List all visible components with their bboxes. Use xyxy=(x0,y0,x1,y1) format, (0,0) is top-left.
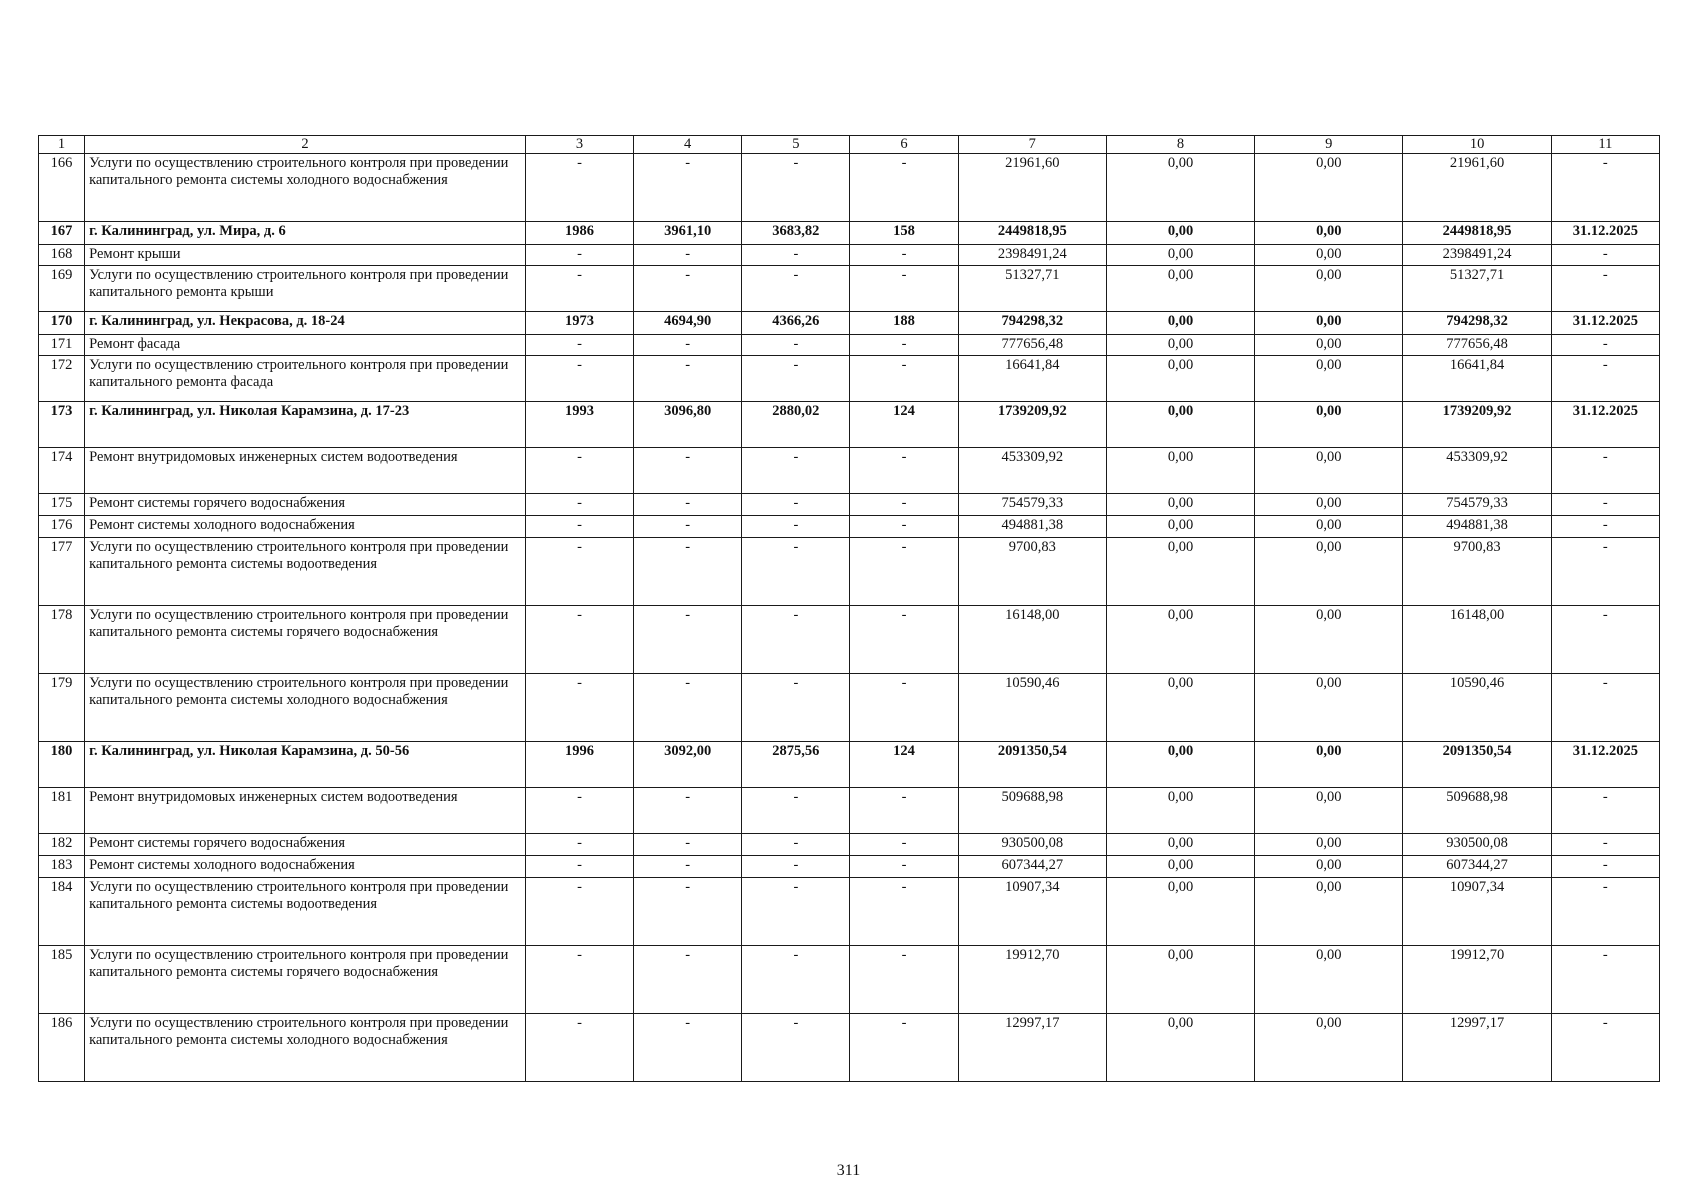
cell-col-8: 0,00 xyxy=(1106,222,1254,245)
column-header: 1 xyxy=(39,136,85,154)
cell-col-6: - xyxy=(850,606,958,674)
item-name: Ремонт фасада xyxy=(85,335,526,356)
cell-col-10: 509688,98 xyxy=(1403,788,1551,834)
column-header: 5 xyxy=(742,136,850,154)
row-number: 172 xyxy=(39,356,85,402)
cell-col-4: - xyxy=(634,1014,742,1082)
table-row xyxy=(39,674,1660,742)
cell-col-11: - xyxy=(1551,946,1659,1014)
cell-col-6: - xyxy=(850,674,958,742)
column-header: 11 xyxy=(1551,136,1659,154)
cell-col-11: 31.12.2025 xyxy=(1551,312,1659,335)
cell-col-9: 0,00 xyxy=(1255,834,1403,856)
cell-col-9: 0,00 xyxy=(1255,674,1403,742)
column-header: 7 xyxy=(958,136,1106,154)
column-number-row xyxy=(39,136,1660,154)
row-number: 170 xyxy=(39,312,85,335)
table-row xyxy=(39,266,1660,312)
cell-col-4: - xyxy=(634,946,742,1014)
cell-col-4: - xyxy=(634,494,742,516)
cell-col-4: - xyxy=(634,788,742,834)
cell-col-5: - xyxy=(742,834,850,856)
row-number: 166 xyxy=(39,154,85,222)
cell-col-3: - xyxy=(525,448,633,494)
cell-col-3: - xyxy=(525,878,633,946)
item-name: Ремонт системы холодного водоснабжения xyxy=(85,856,526,878)
row-number: 173 xyxy=(39,402,85,448)
cell-col-4: - xyxy=(634,856,742,878)
cell-col-3: - xyxy=(525,538,633,606)
cell-col-10: 10590,46 xyxy=(1403,674,1551,742)
row-number: 182 xyxy=(39,834,85,856)
cell-col-11: - xyxy=(1551,266,1659,312)
cell-col-8: 0,00 xyxy=(1106,516,1254,538)
cell-col-3: - xyxy=(525,356,633,402)
cell-col-10: 2398491,24 xyxy=(1403,245,1551,266)
item-name: Услуги по осуществлению строительного контроля при проведении капитального ремонта системы горячего водоснабжения xyxy=(85,946,526,1014)
cell-col-9: 0,00 xyxy=(1255,946,1403,1014)
cell-col-7: 494881,38 xyxy=(958,516,1106,538)
cell-col-4: - xyxy=(634,448,742,494)
table-row xyxy=(39,834,1660,856)
cell-col-9: 0,00 xyxy=(1255,154,1403,222)
cell-col-7: 16148,00 xyxy=(958,606,1106,674)
table-row xyxy=(39,222,1660,245)
cell-col-5: - xyxy=(742,448,850,494)
cell-col-11: - xyxy=(1551,834,1659,856)
cell-col-9: 0,00 xyxy=(1255,402,1403,448)
cell-col-4: 4694,90 xyxy=(634,312,742,335)
cell-col-9: 0,00 xyxy=(1255,266,1403,312)
item-name: г. Калининград, ул. Николая Карамзина, д. 50-56 xyxy=(85,742,526,788)
cell-col-3: 1973 xyxy=(525,312,633,335)
cell-col-5: - xyxy=(742,856,850,878)
item-name: Услуги по осуществлению строительного контроля при проведении капитального ремонта системы холодного водоснабжения xyxy=(85,154,526,222)
cell-col-5: - xyxy=(742,154,850,222)
cell-col-3: - xyxy=(525,674,633,742)
cell-col-7: 453309,92 xyxy=(958,448,1106,494)
column-header: 6 xyxy=(850,136,958,154)
cell-col-3: - xyxy=(525,606,633,674)
cell-col-6: - xyxy=(850,448,958,494)
cell-col-3: - xyxy=(525,856,633,878)
row-number: 171 xyxy=(39,335,85,356)
cell-col-11: - xyxy=(1551,245,1659,266)
cell-col-8: 0,00 xyxy=(1106,312,1254,335)
cell-col-10: 12997,17 xyxy=(1403,1014,1551,1082)
cell-col-11: - xyxy=(1551,538,1659,606)
cell-col-6: - xyxy=(850,1014,958,1082)
row-number: 168 xyxy=(39,245,85,266)
item-name: Ремонт внутридомовых инженерных систем водоотведения xyxy=(85,788,526,834)
cell-col-5: 2875,56 xyxy=(742,742,850,788)
cell-col-10: 607344,27 xyxy=(1403,856,1551,878)
table-row xyxy=(39,494,1660,516)
cell-col-9: 0,00 xyxy=(1255,788,1403,834)
item-name: Услуги по осуществлению строительного контроля при проведении капитального ремонта крыши xyxy=(85,266,526,312)
cell-col-6: - xyxy=(850,335,958,356)
cell-col-6: - xyxy=(850,788,958,834)
cell-col-8: 0,00 xyxy=(1106,606,1254,674)
cell-col-4: - xyxy=(634,245,742,266)
cell-col-7: 12997,17 xyxy=(958,1014,1106,1082)
cell-col-6: - xyxy=(850,878,958,946)
cell-col-6: - xyxy=(850,946,958,1014)
cell-col-3: - xyxy=(525,266,633,312)
table-row xyxy=(39,606,1660,674)
cell-col-5: - xyxy=(742,266,850,312)
cell-col-8: 0,00 xyxy=(1106,335,1254,356)
cell-col-7: 10590,46 xyxy=(958,674,1106,742)
cell-col-9: 0,00 xyxy=(1255,448,1403,494)
cell-col-5: - xyxy=(742,356,850,402)
cell-col-6: - xyxy=(850,856,958,878)
table-row xyxy=(39,538,1660,606)
item-name: Услуги по осуществлению строительного контроля при проведении капитального ремонта системы водоотведения xyxy=(85,538,526,606)
cell-col-3: - xyxy=(525,788,633,834)
row-number: 181 xyxy=(39,788,85,834)
cell-col-10: 19912,70 xyxy=(1403,946,1551,1014)
cell-col-7: 1739209,92 xyxy=(958,402,1106,448)
cell-col-10: 930500,08 xyxy=(1403,834,1551,856)
item-name: Услуги по осуществлению строительного контроля при проведении капитального ремонта системы холодного водоснабжения xyxy=(85,1014,526,1082)
table-row xyxy=(39,154,1660,222)
cell-col-11: - xyxy=(1551,856,1659,878)
cell-col-4: - xyxy=(634,335,742,356)
table-row xyxy=(39,245,1660,266)
cell-col-9: 0,00 xyxy=(1255,1014,1403,1082)
cell-col-3: 1993 xyxy=(525,402,633,448)
cell-col-3: 1996 xyxy=(525,742,633,788)
row-number: 184 xyxy=(39,878,85,946)
row-number: 183 xyxy=(39,856,85,878)
page-number: 311 xyxy=(836,1162,861,1179)
column-header: 3 xyxy=(525,136,633,154)
row-number: 185 xyxy=(39,946,85,1014)
cell-col-4: - xyxy=(634,266,742,312)
cell-col-7: 2398491,24 xyxy=(958,245,1106,266)
cell-col-7: 509688,98 xyxy=(958,788,1106,834)
cell-col-7: 16641,84 xyxy=(958,356,1106,402)
cell-col-8: 0,00 xyxy=(1106,245,1254,266)
cell-col-9: 0,00 xyxy=(1255,742,1403,788)
row-number: 180 xyxy=(39,742,85,788)
cell-col-11: - xyxy=(1551,448,1659,494)
cell-col-4: - xyxy=(634,356,742,402)
cell-col-10: 10907,34 xyxy=(1403,878,1551,946)
cell-col-4: - xyxy=(634,516,742,538)
cell-col-9: 0,00 xyxy=(1255,516,1403,538)
cell-col-9: 0,00 xyxy=(1255,856,1403,878)
cell-col-5: 4366,26 xyxy=(742,312,850,335)
cell-col-4: 3961,10 xyxy=(634,222,742,245)
table-row xyxy=(39,856,1660,878)
cell-col-7: 2091350,54 xyxy=(958,742,1106,788)
cell-col-5: - xyxy=(742,878,850,946)
cell-col-6: - xyxy=(850,538,958,606)
cell-col-8: 0,00 xyxy=(1106,674,1254,742)
cell-col-7: 9700,83 xyxy=(958,538,1106,606)
cell-col-6: - xyxy=(850,245,958,266)
cell-col-5: - xyxy=(742,245,850,266)
cell-col-9: 0,00 xyxy=(1255,606,1403,674)
cell-col-6: 124 xyxy=(850,742,958,788)
cell-col-9: 0,00 xyxy=(1255,312,1403,335)
cell-col-4: 3092,00 xyxy=(634,742,742,788)
cell-col-6: - xyxy=(850,516,958,538)
cell-col-8: 0,00 xyxy=(1106,402,1254,448)
cell-col-7: 19912,70 xyxy=(958,946,1106,1014)
cell-col-7: 607344,27 xyxy=(958,856,1106,878)
cell-col-10: 21961,60 xyxy=(1403,154,1551,222)
cell-col-5: 2880,02 xyxy=(742,402,850,448)
cell-col-8: 0,00 xyxy=(1106,356,1254,402)
cell-col-11: - xyxy=(1551,1014,1659,1082)
cell-col-6: - xyxy=(850,356,958,402)
row-number: 179 xyxy=(39,674,85,742)
column-header: 9 xyxy=(1255,136,1403,154)
cell-col-8: 0,00 xyxy=(1106,266,1254,312)
cell-col-5: - xyxy=(742,788,850,834)
cell-col-7: 2449818,95 xyxy=(958,222,1106,245)
column-header: 10 xyxy=(1403,136,1551,154)
cell-col-8: 0,00 xyxy=(1106,154,1254,222)
table-row xyxy=(39,742,1660,788)
cell-col-6: - xyxy=(850,154,958,222)
cell-col-3: - xyxy=(525,1014,633,1082)
cell-col-3: - xyxy=(525,494,633,516)
cell-col-11: - xyxy=(1551,788,1659,834)
cell-col-10: 777656,48 xyxy=(1403,335,1551,356)
cell-col-10: 9700,83 xyxy=(1403,538,1551,606)
cell-col-5: - xyxy=(742,674,850,742)
cell-col-4: - xyxy=(634,154,742,222)
cell-col-6: 188 xyxy=(850,312,958,335)
item-name: Услуги по осуществлению строительного контроля при проведении капитального ремонта системы горячего водоснабжения xyxy=(85,606,526,674)
cell-col-9: 0,00 xyxy=(1255,538,1403,606)
cell-col-8: 0,00 xyxy=(1106,448,1254,494)
cell-col-11: - xyxy=(1551,335,1659,356)
cell-col-3: - xyxy=(525,245,633,266)
cell-col-10: 2449818,95 xyxy=(1403,222,1551,245)
cell-col-5: 3683,82 xyxy=(742,222,850,245)
cell-col-11: - xyxy=(1551,516,1659,538)
cell-col-11: - xyxy=(1551,674,1659,742)
cell-col-9: 0,00 xyxy=(1255,245,1403,266)
row-number: 175 xyxy=(39,494,85,516)
cell-col-7: 777656,48 xyxy=(958,335,1106,356)
cell-col-4: - xyxy=(634,834,742,856)
cell-col-7: 794298,32 xyxy=(958,312,1106,335)
cell-col-11: - xyxy=(1551,494,1659,516)
table-row xyxy=(39,312,1660,335)
item-name: Услуги по осуществлению строительного контроля при проведении капитального ремонта фасада xyxy=(85,356,526,402)
cell-col-5: - xyxy=(742,335,850,356)
table-row xyxy=(39,1014,1660,1082)
cell-col-11: - xyxy=(1551,606,1659,674)
item-name: г. Калининград, ул. Николая Карамзина, д. 17-23 xyxy=(85,402,526,448)
item-name: Ремонт системы холодного водоснабжения xyxy=(85,516,526,538)
cell-col-10: 51327,71 xyxy=(1403,266,1551,312)
cell-col-3: - xyxy=(525,834,633,856)
table-row xyxy=(39,448,1660,494)
repair-schedule-table xyxy=(38,135,1660,1082)
cell-col-4: - xyxy=(634,538,742,606)
cell-col-10: 16641,84 xyxy=(1403,356,1551,402)
cell-col-10: 16148,00 xyxy=(1403,606,1551,674)
cell-col-4: - xyxy=(634,674,742,742)
cell-col-11: 31.12.2025 xyxy=(1551,222,1659,245)
cell-col-3: 1986 xyxy=(525,222,633,245)
cell-col-9: 0,00 xyxy=(1255,494,1403,516)
cell-col-6: - xyxy=(850,494,958,516)
cell-col-8: 0,00 xyxy=(1106,742,1254,788)
table-row xyxy=(39,402,1660,448)
cell-col-9: 0,00 xyxy=(1255,335,1403,356)
cell-col-8: 0,00 xyxy=(1106,538,1254,606)
cell-col-4: 3096,80 xyxy=(634,402,742,448)
column-header: 4 xyxy=(634,136,742,154)
row-number: 174 xyxy=(39,448,85,494)
cell-col-5: - xyxy=(742,946,850,1014)
cell-col-11: - xyxy=(1551,356,1659,402)
cell-col-7: 930500,08 xyxy=(958,834,1106,856)
cell-col-10: 1739209,92 xyxy=(1403,402,1551,448)
cell-col-5: - xyxy=(742,538,850,606)
item-name: Ремонт внутридомовых инженерных систем водоотведения xyxy=(85,448,526,494)
cell-col-11: - xyxy=(1551,154,1659,222)
table-row xyxy=(39,335,1660,356)
cell-col-7: 21961,60 xyxy=(958,154,1106,222)
cell-col-6: 124 xyxy=(850,402,958,448)
item-name: Ремонт системы горячего водоснабжения xyxy=(85,834,526,856)
cell-col-7: 10907,34 xyxy=(958,878,1106,946)
cell-col-6: - xyxy=(850,834,958,856)
cell-col-10: 754579,33 xyxy=(1403,494,1551,516)
cell-col-7: 754579,33 xyxy=(958,494,1106,516)
cell-col-4: - xyxy=(634,606,742,674)
cell-col-8: 0,00 xyxy=(1106,946,1254,1014)
row-number: 169 xyxy=(39,266,85,312)
cell-col-3: - xyxy=(525,335,633,356)
cell-col-5: - xyxy=(742,516,850,538)
cell-col-8: 0,00 xyxy=(1106,834,1254,856)
item-name: Ремонт крыши xyxy=(85,245,526,266)
cell-col-11: 31.12.2025 xyxy=(1551,742,1659,788)
cell-col-10: 794298,32 xyxy=(1403,312,1551,335)
cell-col-8: 0,00 xyxy=(1106,1014,1254,1082)
cell-col-8: 0,00 xyxy=(1106,494,1254,516)
item-name: Услуги по осуществлению строительного контроля при проведении капитального ремонта системы холодного водоснабжения xyxy=(85,674,526,742)
row-number: 167 xyxy=(39,222,85,245)
cell-col-3: - xyxy=(525,154,633,222)
item-name: г. Калининград, ул. Некрасова, д. 18-24 xyxy=(85,312,526,335)
cell-col-8: 0,00 xyxy=(1106,856,1254,878)
cell-col-4: - xyxy=(634,878,742,946)
cell-col-9: 0,00 xyxy=(1255,356,1403,402)
row-number: 186 xyxy=(39,1014,85,1082)
item-name: г. Калининград, ул. Мира, д. 6 xyxy=(85,222,526,245)
item-name: Услуги по осуществлению строительного контроля при проведении капитального ремонта системы водоотведения xyxy=(85,878,526,946)
cell-col-6: 158 xyxy=(850,222,958,245)
cell-col-11: 31.12.2025 xyxy=(1551,402,1659,448)
column-header: 2 xyxy=(85,136,526,154)
cell-col-6: - xyxy=(850,266,958,312)
table-row xyxy=(39,946,1660,1014)
column-header: 8 xyxy=(1106,136,1254,154)
table-row xyxy=(39,788,1660,834)
cell-col-5: - xyxy=(742,606,850,674)
cell-col-9: 0,00 xyxy=(1255,878,1403,946)
cell-col-10: 494881,38 xyxy=(1403,516,1551,538)
cell-col-3: - xyxy=(525,516,633,538)
table-row xyxy=(39,516,1660,538)
row-number: 176 xyxy=(39,516,85,538)
table-row xyxy=(39,356,1660,402)
cell-col-8: 0,00 xyxy=(1106,788,1254,834)
cell-col-11: - xyxy=(1551,878,1659,946)
item-name: Ремонт системы горячего водоснабжения xyxy=(85,494,526,516)
cell-col-7: 51327,71 xyxy=(958,266,1106,312)
cell-col-5: - xyxy=(742,494,850,516)
cell-col-5: - xyxy=(742,1014,850,1082)
cell-col-3: - xyxy=(525,946,633,1014)
cell-col-8: 0,00 xyxy=(1106,878,1254,946)
row-number: 178 xyxy=(39,606,85,674)
table-row xyxy=(39,878,1660,946)
cell-col-9: 0,00 xyxy=(1255,222,1403,245)
cell-col-10: 453309,92 xyxy=(1403,448,1551,494)
cell-col-10: 2091350,54 xyxy=(1403,742,1551,788)
row-number: 177 xyxy=(39,538,85,606)
